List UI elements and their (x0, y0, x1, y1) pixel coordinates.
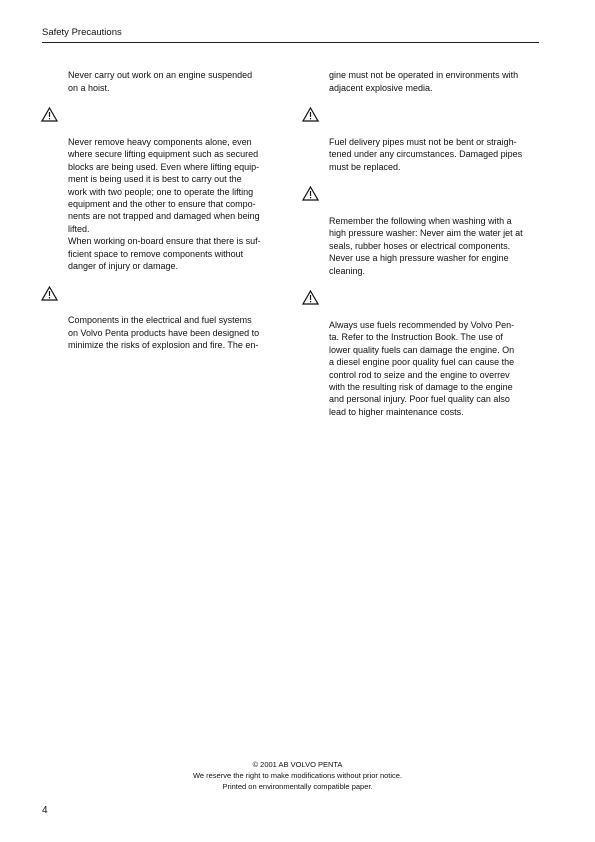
paragraph-text: Components in the electrical and fuel systems on Volvo Penta products have been designed to minimize the risks of explosion and fire. The en- (68, 315, 260, 351)
warning-triangle-icon (302, 186, 319, 201)
paragraph-heavy-components (68, 111, 280, 272)
warning-triangle-icon (41, 286, 58, 301)
paragraph-text: Remember the following when washing with a high pressure washer: Never aim the water jet at seals, rubber hoses or electrical components. Never use a high pressure washer for engine cleaning. (329, 216, 523, 276)
right-column (329, 57, 541, 435)
paragraph-text: Never carry out work on an engine suspended on a hoist. (68, 70, 253, 93)
paragraph-electrical-fuel-systems (68, 290, 280, 352)
page-footer (0, 759, 595, 792)
warning-triangle-icon (41, 107, 58, 122)
warning-triangle-icon (302, 290, 319, 305)
paragraph-hoist (68, 57, 280, 94)
paragraph-fuel-pipes (329, 111, 541, 173)
paragraph-text: gine must not be operated in environments with adjacent explosive media. (329, 70, 519, 93)
paragraph-text: Always use fuels recommended by Volvo Pen- ta. Refer to the Instruction Book. The use of lower quality fuels can damage the engine. On a diesel engine poor quality fuel can cause the control rod to seize and the engine to overrev with the resulting risk of damage to the engine and personal injury. Poor fuel quality can also lead to higher maintenance costs. (329, 319, 515, 417)
footer-copyright: © 2001 AB VOLVO PENTA (252, 760, 343, 769)
warning-triangle-icon (302, 107, 319, 122)
page-header-title: Safety Precautions (42, 27, 122, 38)
header-divider (42, 42, 539, 43)
footer-paper-note: Printed on environmentally compatible paper. (222, 782, 373, 791)
paragraph-text: Fuel delivery pipes must not be bent or straigh- tened under any circumstances. Damaged pipes must be replaced. (329, 137, 523, 172)
footer-notice: We reserve the right to make modifications without prior notice. (192, 771, 403, 780)
left-column (68, 57, 280, 369)
paragraph-pressure-washer (329, 190, 541, 277)
paragraph-explosive-media (329, 57, 541, 94)
paragraph-recommended-fuels (329, 294, 541, 418)
page-number: 4 (42, 805, 48, 816)
paragraph-text: Never remove heavy components alone, even where secure lifting equipment such as secured blocks are being used. Even where lifting equip- ment is being used it is best to carry out the work with two people; one to operate the lifting equipment and the other to ensure that compo- nents are not trapped and damaged when being lifted. When working on-board ensure that there is suf- ficient space to remove components without danger of injury or damage. (68, 137, 261, 272)
